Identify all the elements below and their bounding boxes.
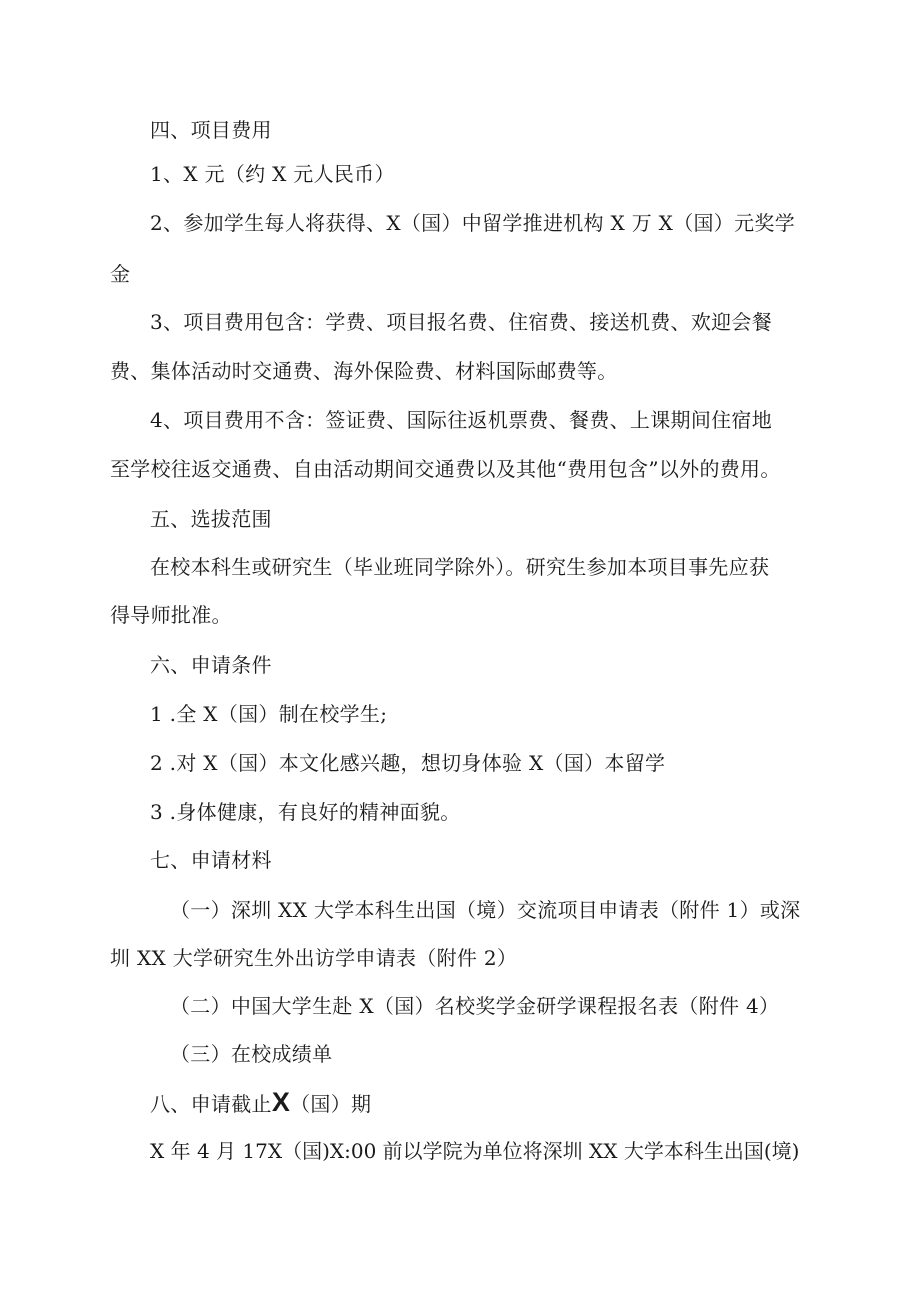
paragraph-line: （二）中国大学生赴 X（国）名校奖学金研学课程报名表（附件 4） (170, 994, 780, 1018)
section-heading-deadline (150, 1088, 850, 1118)
section-heading-fees: 四、项目费用 (150, 118, 272, 142)
paragraph-line: 4、项目费用不含：签证费、国际往返机票费、餐费、上课期间住宿地 (150, 408, 773, 432)
paragraph-line: 费、集体活动时交通费、海外保险费、材料国际邮费等。 (110, 359, 618, 383)
paragraph-line: 圳 XX 大学研究生外出访学申请表（附件 2） (110, 946, 518, 970)
paragraph-line: 1、X 元（约 X 元人民币） (150, 162, 395, 186)
section-heading-conditions: 六、申请条件 (150, 653, 272, 677)
list-item: 2 .对 X（国）本文化感兴趣，想切身体验 X（国）本留学 (150, 751, 666, 775)
paragraph-line: （一）深圳 XX 大学本科生出国（境）交流项目申请表（附件 1）或深 (170, 898, 801, 922)
paragraph-line: 至学校往返交通费、自由活动期间交通费以及其他“费用包含”以外的费用。 (110, 457, 781, 481)
paragraph-line: （三）在校成绩单 (170, 1042, 333, 1066)
list-item: 3 .身体健康，有良好的精神面貌。 (150, 800, 461, 824)
section-heading-materials: 七、申请材料 (150, 848, 272, 872)
list-item: 1 .全 X（国）制在校学生; (150, 702, 388, 726)
paragraph-line: 金 (110, 262, 131, 286)
heading-big-x: X (271, 1087, 291, 1117)
paragraph-line: 3、项目费用包含：学费、项目报名费、住宿费、接送机费、欢迎会餐 (150, 310, 773, 334)
heading-text: （国）期 (290, 1092, 372, 1116)
section-heading-scope: 五、选拔范围 (150, 507, 272, 531)
paragraph-line: 得导师批准。 (110, 603, 232, 627)
paragraph-line: 2、参加学生每人将获得、X（国）中留学推进机构 X 万 X（国）元奖学 (150, 211, 796, 235)
paragraph-line: 在校本科生或研究生（毕业班同学除外）。研究生参加本项目事先应获 (150, 555, 770, 579)
heading-text: 八、申请截止 (150, 1092, 272, 1116)
paragraph-line: X 年 4 月 17X（国)X:00 前以学院为单位将深圳 XX 大学本科生出国(境) (150, 1139, 800, 1163)
